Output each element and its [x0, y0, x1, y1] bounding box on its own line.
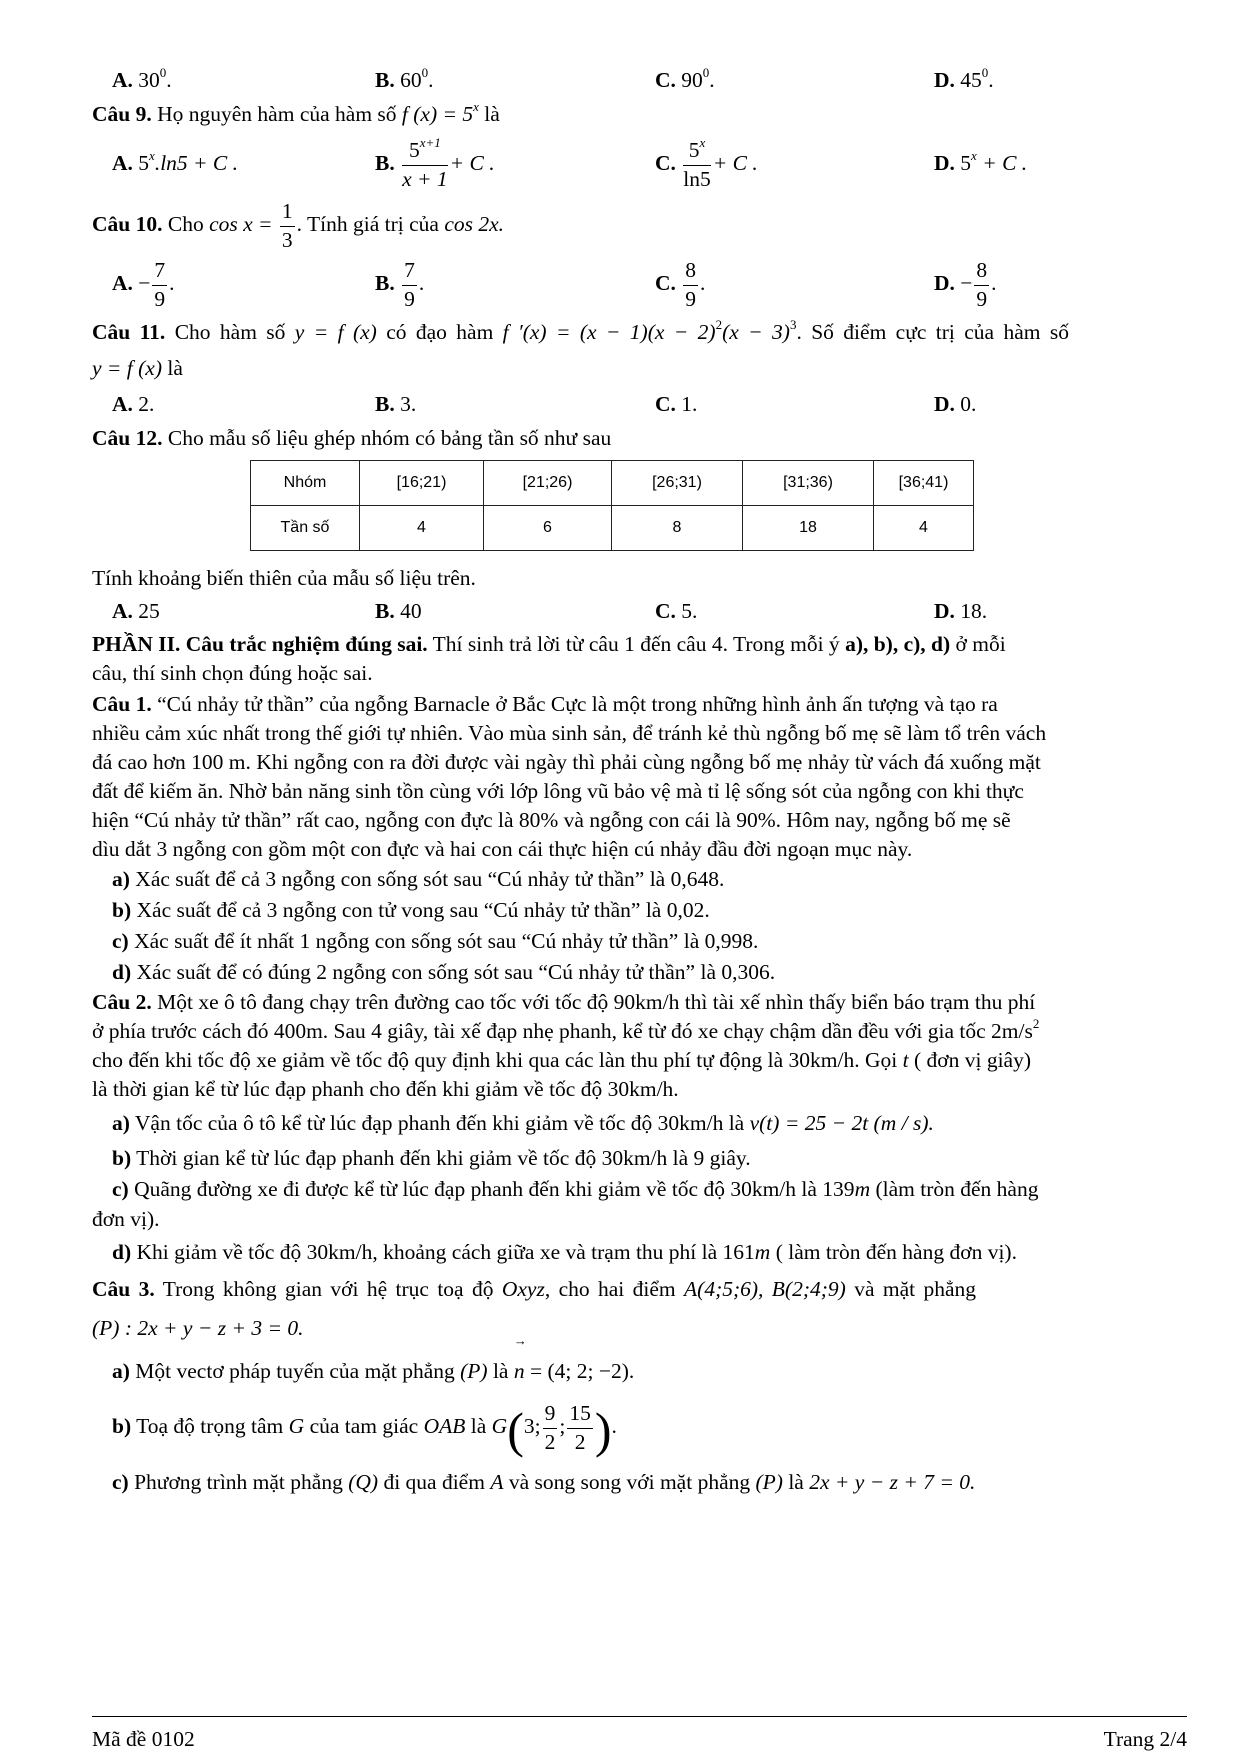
- q8-option-a: A. $30^0$.: [112, 65, 172, 92]
- table-cell: [36;41): [874, 461, 974, 506]
- c3-item-b: b) Toạ độ trọng tâm G của tam giác OAB là G(3; $\frac{9}{2}$ ; $\frac{15}{2}$ ).: [112, 1401, 617, 1458]
- c2-item-c-cont: đơn vị).: [92, 1207, 160, 1231]
- vector-arrow-icon: →: [513, 1333, 527, 1348]
- table-cell: 8: [612, 506, 743, 551]
- q11-option-d: D. 0.: [934, 392, 977, 416]
- c3-plane: (P) : 2x + y − z + 3 = 0.: [92, 1316, 304, 1340]
- table-cell: 6: [484, 506, 612, 551]
- table-cell: [21;26): [484, 461, 612, 506]
- q8-option-b: B. $60^0$.: [375, 65, 434, 92]
- q12-question: Tính khoảng biến thiên của mẫu số liệu trên.: [92, 566, 476, 590]
- q9-option-b: B. $\frac{5^{x+1}}{x + 1}$ + C .: [375, 135, 495, 191]
- c2-item-c: c) Quãng đường xe đi được kể từ lúc đạp phanh đến khi giảm về tốc độ 30km/h là 139m (làm tròn đến hàng: [112, 1177, 1039, 1201]
- c2-item-a: a) Vận tốc của ô tô kể từ lúc đạp phanh đến khi giảm về tốc độ 30km/h là v(t) = 25 − 2t (m / s).: [112, 1111, 934, 1135]
- q11-stem-cont: y = f (x) là: [92, 356, 183, 380]
- q12-option-c: C. 5.: [655, 599, 698, 623]
- q10-option-d: D. − $\frac{8}{9}$ .: [934, 258, 997, 311]
- table-cell: 4: [874, 506, 974, 551]
- q8-option-d: D. $45^0$.: [934, 65, 994, 92]
- q10-option-c: C. $\frac{8}{9}$ .: [655, 258, 706, 311]
- c2-stem: Câu 2. Một xe ô tô đang chạy trên đường cao tốc với tốc độ 90km/h thì tài xế nhìn thấy biển báo trạm thu phí ở phía trước cách đó 400m. Sau 4 giây, tài xế đạp nhẹ phanh, kể từ đó xe chạy chậm dần đều với gia tốc $2m/s^2$ cho đến khi tốc độ xe giảm về tốc độ quy định khi qua các làn thu phí tự động là 30km/h. Gọi t ( đơn vị giây) là thời gian kể từ lúc đạp phanh cho đến khi giảm về tốc độ 30km/h.: [92, 990, 1040, 1101]
- part2-header: PHẦN II. Câu trắc nghiệm đúng sai. Thí sinh trả lời từ câu 1 đến câu 4. Trong mỗi ý a), b), c), d) ở mỗi câu, thí sinh chọn đúng hoặc sai.: [92, 632, 1006, 685]
- table-cell: [26;31): [612, 461, 743, 506]
- q10-option-b: B. $\frac{7}{9}$ .: [375, 258, 425, 311]
- q9-option-c: C. $\frac{5^x}{\ln 5}$ + C .: [655, 135, 758, 191]
- table-header-cell: Tần số: [251, 506, 360, 551]
- table-cell: 18: [743, 506, 874, 551]
- q12-option-a: A. 25: [112, 599, 160, 623]
- c1-item-c: c) Xác suất để ít nhất 1 ngỗng con sống sót sau “Cú nhảy tử thần” là 0,998.: [112, 929, 759, 953]
- q8-options: [92, 62, 1187, 98]
- q8-option-c: C. $90^0$.: [655, 65, 715, 92]
- q9-options: [92, 130, 1187, 196]
- c1-item-b: b) Xác suất để cả 3 ngỗng con tử vong sau “Cú nhảy tử thần” là 0,02.: [112, 898, 710, 922]
- q11-option-a: A. 2.: [112, 392, 155, 416]
- q12-option-b: B. 40: [375, 599, 422, 623]
- c1-stem: Câu 1. “Cú nhảy tử thần” của ngỗng Barnacle ở Bắc Cực là một trong những hình ảnh ấn tượng và tạo ra nhiều cảm xúc nhất trong thế giới tự nhiên. Vào mùa sinh sản, để tránh kẻ thù ngỗng bố mẹ sẽ làm tổ trên vách đá cao hơn 100 m. Khi ngỗng con ra đời được vài ngày thì phải cùng ngỗng bố mẹ nhảy từ vách đá xuống mặt đất để kiếm ăn. Nhờ bản năng sinh tồn cùng với lớp lông vũ bảo vệ mà tỉ lệ sống sót của ngỗng con khi thực hiện “Cú nhảy tử thần” rất cao, ngỗng con đực là 80% và ngỗng con cái là 90%. Hôm nay, ngỗng bố mẹ sẽ dìu dắt 3 ngỗng con gồm một con đực và hai con cái thực hiện cú nhảy đầu đời ngoạn mục này.: [92, 692, 1047, 861]
- q11-options: [92, 386, 1187, 422]
- exam-page: [92, 62, 1187, 1504]
- c2-item-d: d) Khi giảm về tốc độ 30km/h, khoảng cách giữa xe và trạm thu phí là 161m ( làm tròn đến hàng đơn vị).: [112, 1240, 1017, 1264]
- q11-stem: Câu 11. Cho hàm số y = f (x) có đạo hàm f $'(x) = (x - 1)(x - 2)^2(x - 3)^3$. Số điểm cực trị của hàm số: [92, 317, 1069, 344]
- c3-item-a: a) Một vectơ pháp tuyến của mặt phẳng (P) là n → = (4; 2; −2).: [112, 1333, 635, 1383]
- c1-item-d: d) Xác suất để có đúng 2 ngỗng con sống sót sau “Cú nhảy tử thần” là 0,306.: [112, 960, 776, 984]
- q12-options: [92, 594, 1187, 628]
- q9-option-d: D. $5^x + C$ .: [934, 148, 1028, 175]
- q11-option-b: B. 3.: [375, 392, 417, 416]
- c1-item-a: a) Xác suất để cả 3 ngỗng con sống sót sau “Cú nhảy tử thần” là 0,648.: [112, 867, 725, 891]
- q11-option-c: C. 1.: [655, 392, 698, 416]
- q10-options: [92, 252, 1187, 314]
- q10-option-a: A. − $\frac{7}{9}$ .: [112, 258, 175, 311]
- c2-item-b: b) Thời gian kể từ lúc đạp phanh đến khi giảm về tốc độ 30km/h là 9 giây.: [112, 1146, 751, 1170]
- q10-stem: Câu 10. Cho cos x = $\frac{1}{3}$ . Tính giá trị của cos 2x.: [92, 199, 505, 252]
- table-header-cell: Nhóm: [251, 461, 360, 506]
- c3-stem: Câu 3. Trong không gian với hệ trục toạ độ Oxyz, cho hai điểm A(4;5;6), B(2;4;9) và mặt phẳng: [92, 1277, 977, 1301]
- q12-stem: Câu 12. Cho mẫu số liệu ghép nhóm có bảng tần số như sau: [92, 426, 612, 450]
- q12-table-wrap: [92, 454, 1187, 562]
- page-number: Trang 2/4: [1103, 1727, 1187, 1751]
- table-cell: 4: [360, 506, 484, 551]
- table-row: [251, 461, 974, 506]
- exam-code: Mã đề 0102: [92, 1727, 195, 1751]
- table-row: [251, 506, 974, 551]
- q9-option-a: A. $5^x.\ln 5 + C$ .: [112, 148, 239, 175]
- page-footer: [92, 1716, 1187, 1755]
- frequency-table: [250, 460, 974, 551]
- c3-item-c: c) Phương trình mặt phẳng (Q) đi qua điểm A và song song với mặt phẳng (P) là 2x + y − z + 7 = 0.: [112, 1470, 976, 1494]
- table-cell: [16;21): [360, 461, 484, 506]
- table-cell: [31;36): [743, 461, 874, 506]
- q9-stem: Câu 9. Họ nguyên hàm của hàm số f $(x) = 5^x$ là: [92, 99, 500, 126]
- q12-option-d: D. 18.: [934, 599, 988, 623]
